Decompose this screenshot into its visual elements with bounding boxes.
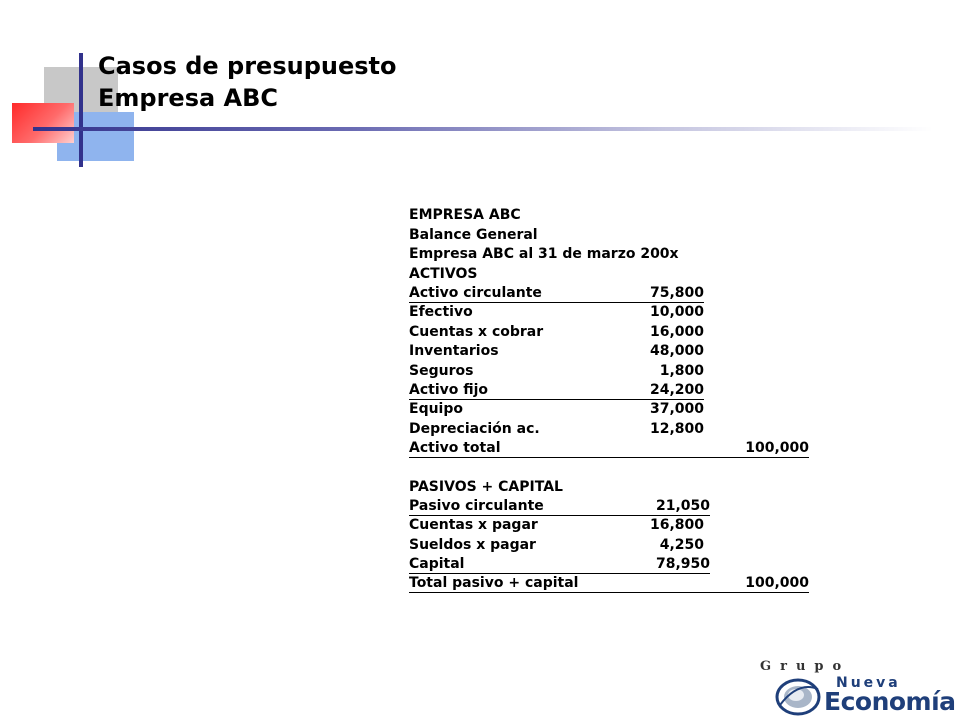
asset-row-receivables: Cuentas x cobrar 16,000 xyxy=(409,323,704,340)
liability-row-capital: Capital 78,950 xyxy=(409,556,710,572)
sheet-company: EMPRESA ABC xyxy=(409,207,521,223)
assets-heading: ACTIVOS xyxy=(409,265,478,282)
sheet-statement: Balance General xyxy=(409,226,538,243)
grupo-nueva-economia-logo xyxy=(760,655,955,720)
balance-sheet xyxy=(409,206,829,593)
asset-row-current: Activo circulante 75,800 xyxy=(409,285,704,301)
total-assets-row: Activo total 100,000 xyxy=(409,440,809,456)
logo-economia-text: Economía xyxy=(824,687,956,716)
logo-nueva-text: Nueva xyxy=(836,675,901,691)
slide-title xyxy=(98,50,397,114)
liabilities-heading: PASIVOS + CAPITAL xyxy=(409,478,563,495)
asset-row-depreciation: Depreciación ac. 12,800 xyxy=(409,420,704,437)
decor-horizontal-line xyxy=(33,127,933,131)
sheet-date-line: Empresa ABC al 31 de marzo 200x xyxy=(409,246,679,262)
total-liabilities-row: Total pasivo + capital 100,000 xyxy=(409,575,809,591)
liability-row-payables: Cuentas x pagar 16,800 xyxy=(409,517,704,533)
globe-icon xyxy=(774,677,822,717)
asset-row-cash: Efectivo 10,000 xyxy=(409,304,704,320)
liability-row-salaries: Sueldos x pagar 4,250 xyxy=(409,536,704,553)
title-line-1: Casos de presupuesto xyxy=(98,52,397,80)
asset-row-insurance: Seguros 1,800 xyxy=(409,362,704,379)
title-line-2: Empresa ABC xyxy=(98,84,279,112)
asset-row-equipment: Equipo 37,000 xyxy=(409,401,704,417)
asset-row-inventory: Inventarios 48,000 xyxy=(409,343,704,359)
spacer xyxy=(409,458,829,478)
asset-row-fixed: Activo fijo 24,200 xyxy=(409,382,704,398)
logo-grupo-text: Grupo xyxy=(760,659,851,674)
decor-red-square xyxy=(12,103,74,143)
decor-vertical-line xyxy=(79,53,83,167)
liability-row-current: Pasivo circulante 21,050 xyxy=(409,498,710,514)
